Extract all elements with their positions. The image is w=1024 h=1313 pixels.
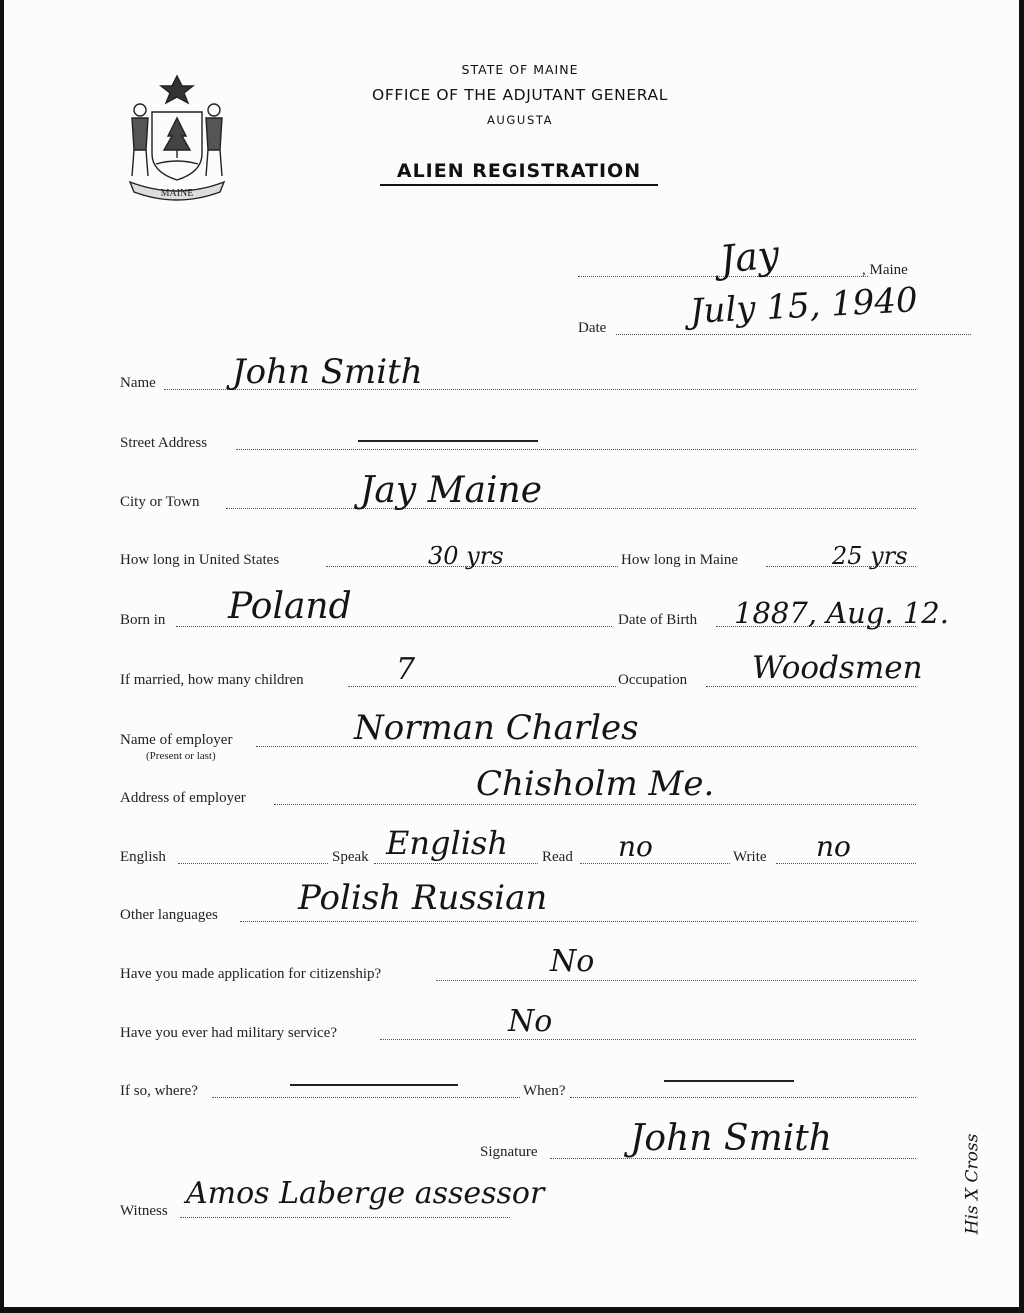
read-line (580, 863, 730, 864)
form-title: ALIEN REGISTRATION (380, 160, 658, 186)
name-entry: John Smith (232, 352, 423, 392)
city-entry: Jay Maine (360, 470, 543, 511)
signature-label: Signature (480, 1144, 538, 1160)
how-long-maine-label: How long in Maine (621, 552, 739, 568)
maine-label: , Maine (862, 262, 908, 278)
employer-entry: Norman Charles (354, 708, 639, 748)
date-label: Date (578, 320, 607, 336)
employer-address-label: Address of employer (120, 790, 246, 806)
date-field-line (616, 334, 971, 335)
town-entry: Jay (717, 231, 782, 282)
other-languages-line (240, 921, 916, 922)
seal-banner-text: MAINE (160, 188, 194, 199)
born-in-entry: Poland (228, 586, 352, 627)
other-languages-entry: Polish Russian (298, 878, 548, 918)
english-line (178, 863, 328, 864)
header-office: OFFICE OF THE ADJUTANT GENERAL (372, 86, 668, 104)
name-label: Name (120, 375, 156, 391)
witness-entry: Amos Laberge assessor (186, 1176, 545, 1211)
speak-label: Speak (332, 849, 369, 865)
street-address-line (236, 449, 916, 450)
employer-address-line (274, 804, 916, 805)
write-line (776, 863, 916, 864)
employer-note: (Present or last) (146, 750, 216, 762)
date-of-birth-entry: 1887, Aug. 12. (734, 596, 949, 630)
citizenship-entry: No (550, 944, 595, 979)
military-entry: No (508, 1004, 553, 1039)
occupation-label: Occupation (618, 672, 688, 688)
mark-entry: His X Cross (962, 1133, 983, 1235)
witness-line (180, 1217, 510, 1218)
children-line (348, 686, 616, 687)
employer-label: Name of employer (120, 732, 233, 748)
english-label: English (120, 849, 166, 865)
how-long-us-label: How long in United States (120, 552, 280, 568)
children-label: If married, how many children (120, 672, 304, 688)
speak-line (374, 863, 538, 864)
speak-entry: English (386, 824, 508, 862)
when-dash (664, 1080, 794, 1082)
how-long-maine-entry: 25 yrs (832, 542, 908, 570)
read-label: Read (542, 849, 573, 865)
citizenship-line (436, 980, 916, 981)
date-entry: July 15, 1940 (688, 280, 919, 332)
witness-label: Witness (120, 1203, 168, 1219)
street-address-label: Street Address (120, 435, 208, 451)
military-line (380, 1039, 916, 1040)
where-label: If so, where? (120, 1083, 198, 1099)
scan-border-left (0, 0, 4, 1313)
signature-entry: John Smith (630, 1118, 832, 1159)
write-entry: no (816, 830, 851, 863)
city-label: City or Town (120, 494, 200, 510)
occupation-entry: Woodsmen (752, 650, 923, 686)
when-label: When? (523, 1083, 566, 1099)
scan-border-bottom (0, 1307, 1024, 1313)
other-languages-label: Other languages (120, 907, 218, 923)
how-long-us-entry: 30 yrs (428, 542, 504, 570)
born-in-label: Born in (120, 612, 166, 628)
date-of-birth-label: Date of Birth (618, 612, 698, 628)
read-entry: no (618, 830, 653, 863)
write-label: Write (733, 849, 767, 865)
employer-address-entry: Chisholm Me. (476, 764, 715, 804)
where-dash (290, 1084, 458, 1086)
scan-border-right (1019, 0, 1024, 1313)
occupation-line (706, 686, 916, 687)
military-label: Have you ever had military service? (120, 1025, 337, 1041)
header-city: AUGUSTA (486, 113, 554, 127)
where-line (212, 1097, 520, 1098)
when-line (570, 1097, 916, 1098)
header-state: STATE OF MAINE (461, 62, 579, 77)
children-entry: 7 (396, 652, 416, 687)
street-address-dash (358, 440, 538, 442)
city-field-line (226, 508, 916, 509)
citizenship-label: Have you made application for citizenship? (120, 966, 382, 982)
